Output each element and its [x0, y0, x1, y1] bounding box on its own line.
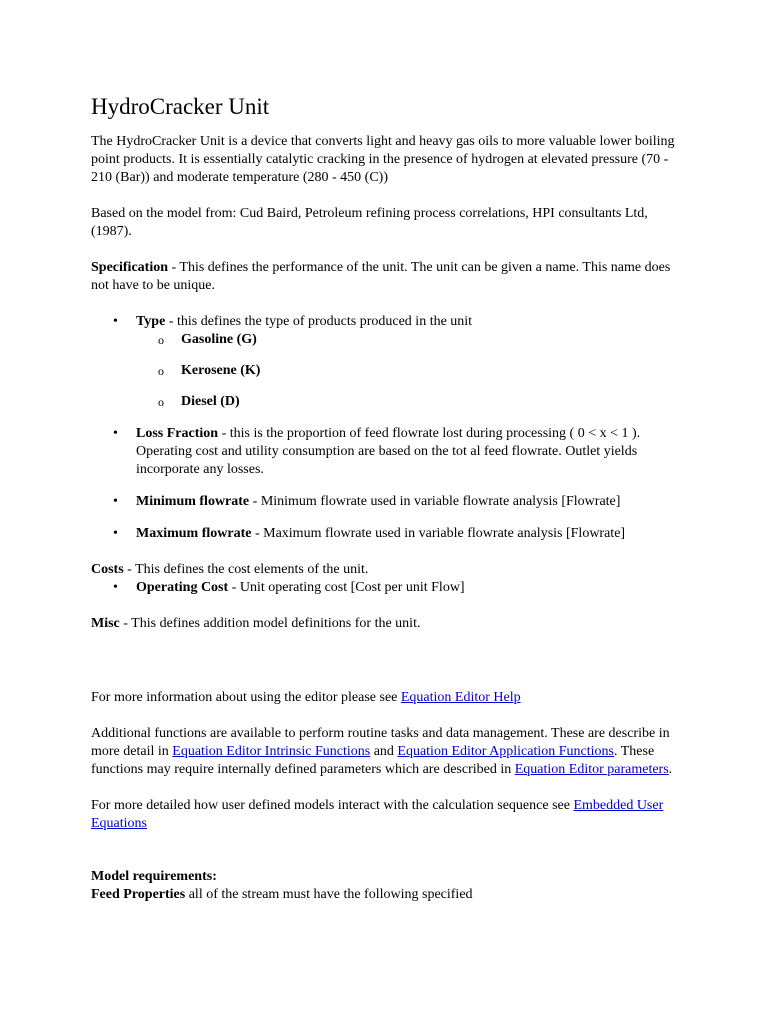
- intrinsic-functions-link[interactable]: Equation Editor Intrinsic Functions: [172, 744, 371, 759]
- list-item-operating-cost: [91, 579, 681, 597]
- list-item-loss-fraction: [91, 425, 681, 479]
- min-flowrate-label: Minimum flowrate: [136, 494, 250, 509]
- max-flowrate-text: - Maximum flowrate used in variable flowrate analysis [Flowrate]: [251, 526, 626, 541]
- list-item-type: [91, 313, 681, 411]
- list-item-maximum-flowrate: [91, 525, 681, 543]
- model-requirements-heading: Model requirements:: [91, 869, 217, 884]
- feed-properties-paragraph: [91, 886, 681, 904]
- costs-label: Costs: [91, 562, 124, 577]
- spacer: [91, 851, 681, 868]
- embedded-user-equations-link[interactable]: Embedded User Equations: [91, 798, 664, 831]
- loss-fraction-text: - this is the proportion of feed flowrate lost during processing ( 0 < x < 1 ). Operating cost and utility consumption are based on the tot al feed flowrate. Outlet yields incorporate any losses.: [136, 426, 641, 477]
- misc-text: - This defines addition model definitions for the unit.: [119, 616, 421, 631]
- equation-editor-help-link[interactable]: Equation Editor Help: [400, 690, 521, 705]
- list-item-minimum-flowrate: [91, 493, 681, 511]
- type-option-gasoline: o Gasoline (G): [136, 331, 681, 349]
- type-options-list: [136, 331, 681, 411]
- additional-functions-paragraph: Additional functions are available to perform routine tasks and data management. These are describe in more detail in Equation Editor Intrinsic Functions and Equation Editor Application Functions. These functions may require internally defined parameters which are described in Equation Editor parameters.: [91, 726, 673, 777]
- type-label: Type: [136, 314, 166, 329]
- misc-label: Misc: [91, 616, 120, 631]
- feed-properties-text: all of the stream must have the following specified: [185, 887, 473, 902]
- costs-text: - This defines the cost elements of the unit.: [123, 562, 369, 577]
- editor-parameters-link[interactable]: Equation Editor parameters: [514, 762, 669, 777]
- page-title: HydroCracker Unit: [91, 94, 270, 119]
- operating-cost-label: Operating Cost: [136, 580, 229, 595]
- specification-paragraph: [91, 259, 681, 295]
- type-option-diesel: o Diesel (D): [136, 393, 681, 411]
- misc-paragraph: [91, 615, 681, 633]
- specification-list: [91, 313, 681, 543]
- costs-paragraph: [91, 561, 681, 579]
- based-on-paragraph: Based on the model from: Cud Baird, Petroleum refining process correlations, HPI consultants Ltd, (1987).: [91, 206, 648, 239]
- costs-list: [91, 579, 681, 597]
- specification-text: - This defines the performance of the unit. The unit can be given a name. This name does not have to be unique.: [91, 260, 671, 293]
- feed-properties-label: Feed Properties: [91, 887, 186, 902]
- loss-fraction-label: Loss Fraction: [136, 426, 219, 441]
- spacer: [91, 651, 681, 689]
- document-content: [91, 93, 681, 922]
- operating-cost-text: - Unit operating cost [Cost per unit Flow]: [228, 580, 465, 595]
- min-flowrate-text: - Minimum flowrate used in variable flowrate analysis [Flowrate]: [249, 494, 621, 509]
- application-functions-link[interactable]: Equation Editor Application Functions: [397, 744, 614, 759]
- max-flowrate-label: Maximum flowrate: [136, 526, 252, 541]
- type-option-kerosene: o Kerosene (K): [136, 362, 681, 380]
- specification-label: Specification: [91, 260, 168, 275]
- detailed-paragraph: For more detailed how user defined models interact with the calculation sequence see Embedded User Equations: [91, 798, 664, 831]
- type-text: - this defines the type of products produced in the unit: [165, 314, 473, 329]
- more-info-paragraph: For more information about using the editor please see Equation Editor Help: [91, 690, 521, 705]
- intro-paragraph: The HydroCracker Unit is a device that converts light and heavy gas oils to more valuable lower boiling point products. It is essentially catalytic cracking in the presence of hydrogen at elevated pressure (70 - 210 (Bar)) and moderate temperature (280 - 450 (C)): [91, 134, 675, 185]
